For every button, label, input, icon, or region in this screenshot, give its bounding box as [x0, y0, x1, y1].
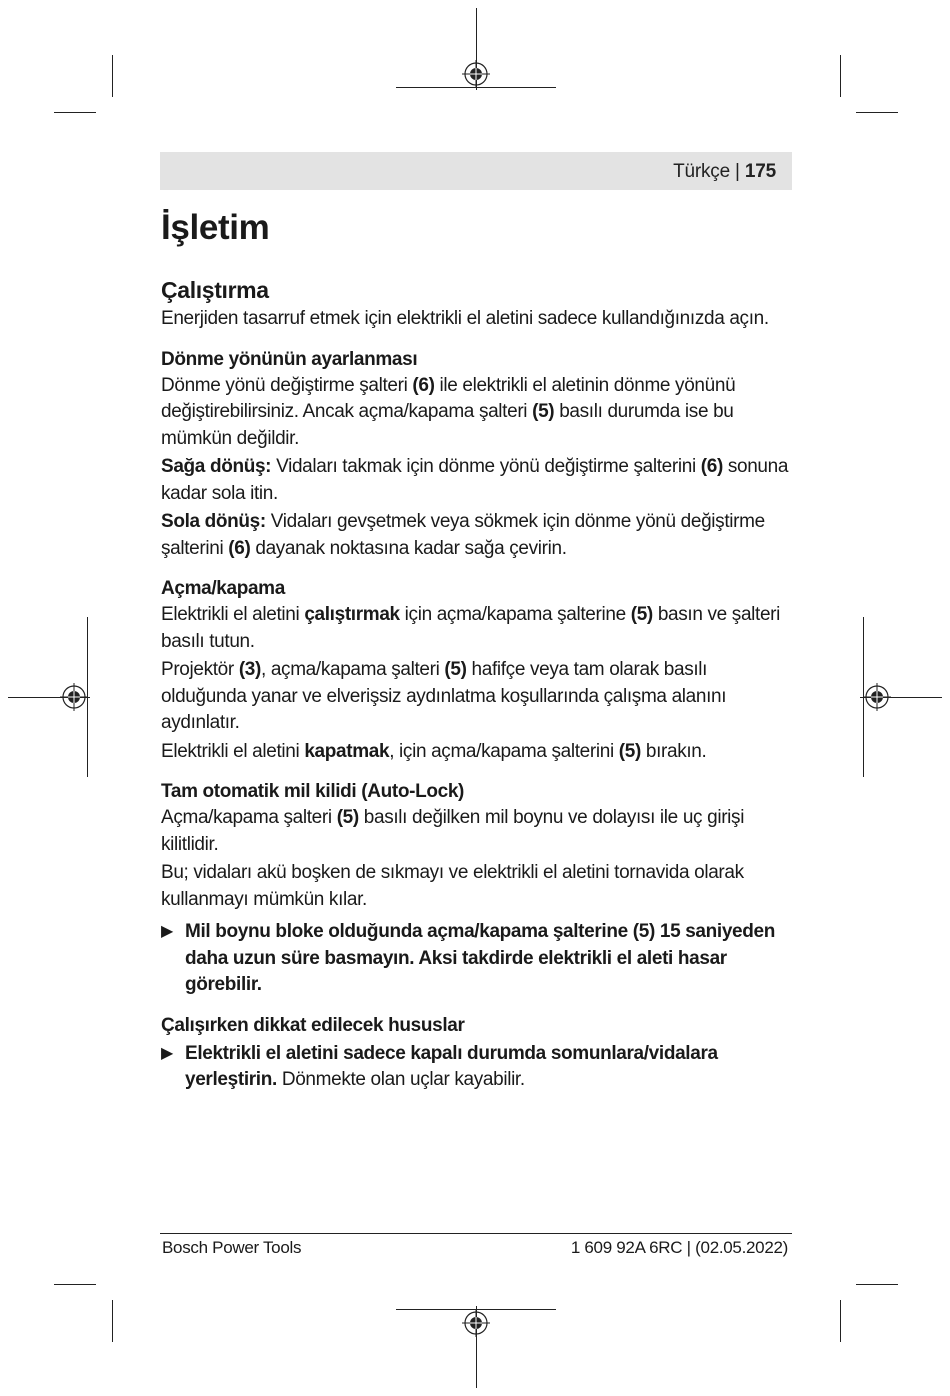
- rotation-heading: Dönme yönünün ayarlanması: [161, 348, 418, 370]
- page-title: İşletim: [161, 208, 270, 247]
- notes-warning-bold: Elektrikli el aletini sadece kapalı durumda somunlara/vidalara yerleştirin.: [185, 1042, 718, 1090]
- header-separator: |: [735, 161, 740, 182]
- onoff-paragraph-3: Elektrikli el aletini kapatmak, için açma/kapama şalterini (5) bırakın.: [161, 740, 707, 762]
- autolock-paragraph-2: Bu; vidaları akü boşken de sıkmayı ve elektrikli el aletini tornavida olarak kullanmayı mümkün kılar.: [161, 862, 744, 910]
- registration-mark-icon-top: [462, 60, 490, 88]
- onoff-heading: Açma/kapama: [161, 578, 285, 599]
- bullet-arrow-icon: ▶: [161, 1044, 173, 1062]
- crop-mark-br-v: [840, 1300, 841, 1342]
- bullet-arrow-icon: ▶: [161, 923, 173, 940]
- crop-mark-bl-h: [54, 1284, 96, 1285]
- onoff-paragraph-1: Elektrikli el aletini çalıştırmak için açma/kapama şalterine (5) basın ve şalteri basılı tutun.: [161, 604, 781, 652]
- page-content: [161, 204, 793, 1094]
- crop-mark-bl-v: [112, 1300, 113, 1342]
- footer-divider: [160, 1233, 792, 1234]
- right-rotation-paragraph: Sağa dönüş: Vidaları takmak için dönme yönü değiştirme şalterini (6) sonuna kadar sola itin.: [161, 456, 789, 504]
- notes-warning-normal: Dönmekte olan uçlar kayabilir.: [276, 1069, 525, 1090]
- header-language: Türkçe: [673, 161, 730, 182]
- left-rotation-paragraph: Sola dönüş: Vidaları gevşetmek veya sökmek için dönme yönü değiştirme şalterini (6) dayanak noktasına kadar sağa çevirin.: [161, 511, 765, 559]
- notes-heading: Çalışırken dikkat edilecek hususlar: [161, 1014, 465, 1036]
- intro-paragraph: Enerjiden tasarruf etmek için elektrikli el aletini sadece kullandığınızda açın.: [161, 308, 769, 329]
- footer-brand: Bosch Power Tools: [162, 1238, 302, 1257]
- crop-mark-tr-h: [856, 112, 898, 113]
- footer-document-code: 1 609 92A 6RC | (02.05.2022): [570, 1238, 788, 1257]
- autolock-heading: Tam otomatik mil kilidi (Auto-Lock): [161, 781, 465, 802]
- registration-mark-icon-right: [863, 683, 891, 711]
- registration-mark-icon-left: [60, 683, 88, 711]
- autolock-warning-text: Mil boynu bloke olduğunda açma/kapama şalterine (5) 15 saniyeden daha uzun süre basmayın. Aksi takdirde elektrikli el aleti hasar görebilir.: [185, 921, 775, 995]
- rotation-paragraph: Dönme yönü değiştirme şalteri (6) ile elektrikli el aletinin dönme yönünü değiştirebilirsiniz. Ancak açma/kapama şalteri (5) basılı durumda ise bu mümkün değildir.: [161, 374, 736, 449]
- page-header: [160, 152, 792, 190]
- crop-mark-tl-v: [112, 55, 113, 97]
- crop-mark-tl-h: [54, 112, 96, 113]
- page-number: 175: [744, 161, 776, 182]
- autolock-warning: [161, 919, 793, 999]
- crop-mark-tr-v: [840, 55, 841, 97]
- notes-warning: [161, 1041, 793, 1094]
- header-text: [673, 161, 776, 183]
- crop-mark-br-h: [856, 1284, 898, 1285]
- registration-mark-icon-bottom: [462, 1309, 490, 1337]
- autolock-paragraph-1: Açma/kapama şalteri (5) basılı değilken mil boynu ve dolayısı ile uç girişi kilitlidir.: [161, 807, 745, 855]
- onoff-paragraph-2: Projektör (3), açma/kapama şalteri (5) hafifçe veya tam olarak basılı olduğunda yanar ve elverişsiz aydınlatma koşullarında çalışma alanını aydınlatır.: [161, 659, 727, 733]
- section-title: Çalıştırma: [161, 277, 269, 303]
